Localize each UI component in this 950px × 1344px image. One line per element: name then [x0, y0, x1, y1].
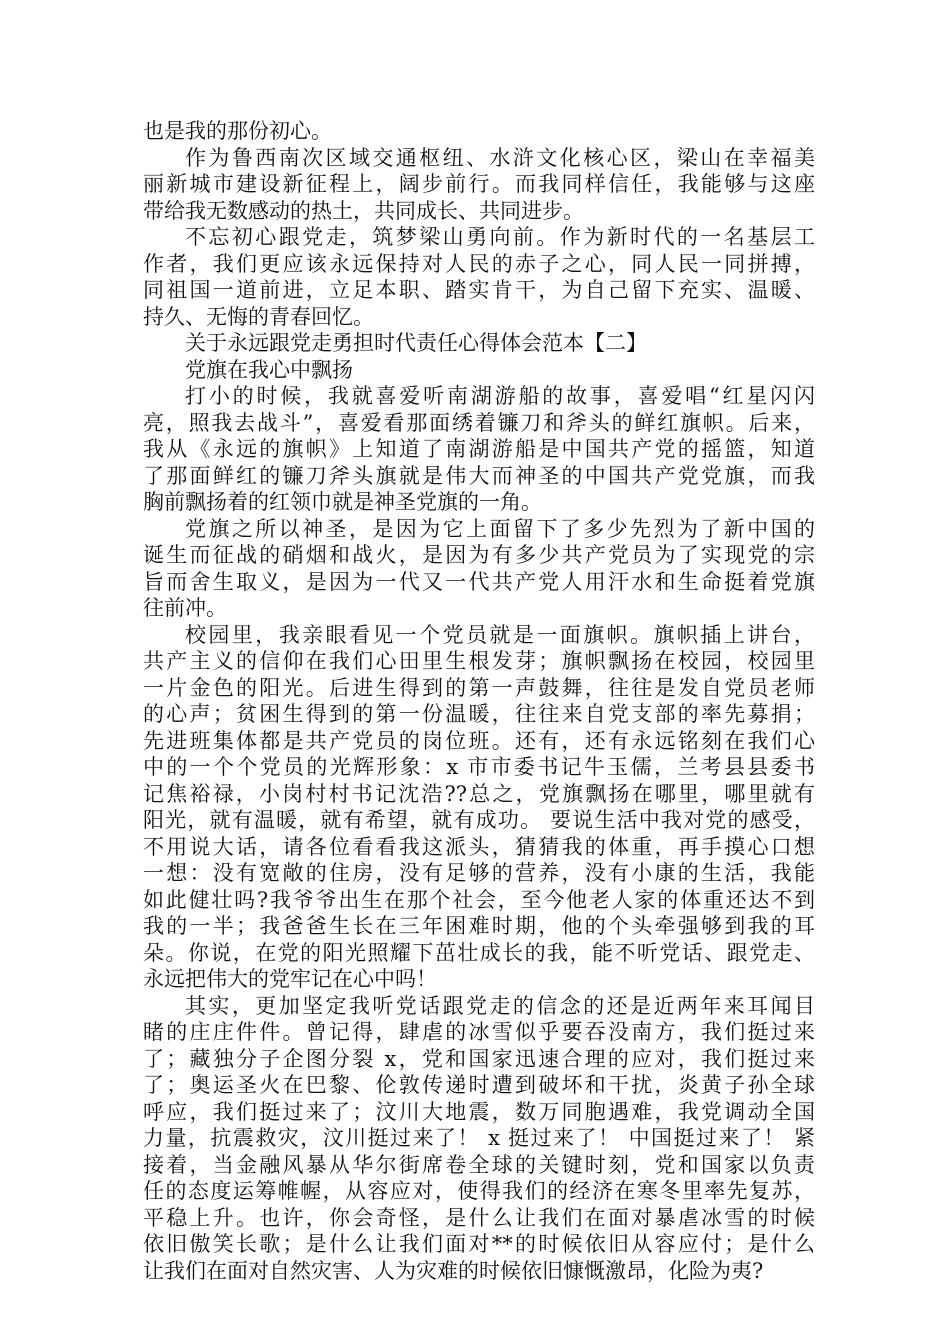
paragraph: [143, 118, 815, 145]
paragraph: [143, 993, 815, 1285]
text-line: 党旗在我心中飘扬: [185, 357, 353, 382]
text-line: 亮，照我去战斗”，喜爱看那面绣着镰刀和斧头的鲜红旗帜。后来，: [143, 410, 815, 435]
text-line: 依旧傲笑长歌；是什么让我们面对**的时候依旧从容应付；是什么: [143, 1232, 815, 1256]
text-line: 任的态度运筹帷幄，从容应对，使得我们的经济在寒冬里率先复苏，: [143, 1179, 815, 1203]
text-line: 让我们在面对自然灾害、人为灾难的时候依旧慷慨激昂，化险为夷?: [143, 1258, 764, 1283]
text-line: 的心声；贫困生得到的第一份温暖，往往来自党支部的率先募捐；: [143, 702, 815, 726]
text-line: 先进班集体都是共产党员的岗位班。还有，还有永远铭刻在我们心: [143, 728, 815, 753]
text-line: 了那面鲜红的镰刀斧头旗就是伟大而神圣的中国共产党党旗，而我: [143, 463, 815, 488]
text-line: 了；藏独分子企图分裂 x，党和国家迅速合理的应对，我们挺过来: [143, 1046, 815, 1071]
text-line: 作为鲁西南次区域交通枢纽、水浒文化核心区，梁山在幸福美: [185, 145, 815, 170]
paragraph: [143, 383, 815, 516]
text-line: 我的一半；我爸爸生长在三年困难时期，他的个头牵强够到我的耳: [143, 914, 815, 938]
text-line: 其实，更加坚定我听党话跟党走的信念的还是近两年来耳闻目: [185, 993, 815, 1018]
text-line: 朵。你说，在党的阳光照耀下茁壮成长的我，能不听党话、跟党走、: [143, 940, 815, 965]
text-line: 胸前飘扬着的红领巾就是神圣党旗的一角。: [143, 490, 542, 514]
text-line: 校园里，我亲眼看见一个党员就是一面旗帜。旗帜插上讲台，: [185, 622, 815, 647]
text-line: 呼应，我们挺过来了；汶川大地震，数万同胞遇难，我党调动全国: [143, 1099, 815, 1124]
text-line: 诞生而征战的硝烟和战火，是因为有多少共产党员为了实现党的宗: [143, 543, 815, 567]
text-line: 共产主义的信仰在我们心田里生根发芽；旗帜飘扬在校园，校园里: [143, 649, 815, 673]
text-line: 一想：没有宽敞的住房，没有足够的营养，没有小康的生活，我能: [143, 861, 815, 885]
text-line: 阳光，就有温暖，就有希望，就有成功。 要说生活中我对党的感受，: [143, 808, 815, 832]
text-line: 作者，我们更应该永远保持对人民的赤子之心，同人民一同拼搏，: [143, 251, 815, 276]
text-line: 也是我的那份初心。: [143, 119, 332, 143]
text-line: 了；奥运圣火在巴黎、伦敦传递时遭到破坏和干扰，炎黄子孙全球: [143, 1073, 815, 1097]
paragraph: [143, 622, 815, 993]
text-line: 带给我无数感动的热土，共同成长、共同进步。: [143, 198, 584, 223]
text-line: 接着，当金融风暴从华尔街席卷全球的关键时刻，党和国家以负责: [143, 1152, 815, 1177]
text-line: 如此健壮吗?我爷爷出生在那个社会，至今他老人家的体重还达不到: [143, 887, 815, 912]
text-line: 旨而舍生取义，是因为一代又一代共产党人用汗水和生命挺着党旗: [143, 569, 815, 594]
text-line: 同祖国一道前进，立足本职、踏实肯干，为自己留下充实、温暖、: [143, 278, 815, 302]
text-line: 一片金色的阳光。后进生得到的第一声鼓舞，往往是发自党员老师: [143, 675, 815, 700]
section-heading: [143, 357, 815, 384]
text-line: 不忘初心跟党走，筑梦梁山勇向前。作为新时代的一名基层工: [185, 225, 815, 249]
paragraph: [143, 224, 815, 330]
section-heading: [143, 330, 815, 357]
text-line: 关于永远跟党走勇担时代责任心得体会范本【二】: [185, 331, 647, 355]
text-line: 打小的时候，我就喜爱听南湖游船的故事，喜爱唱“红星闪闪: [185, 384, 815, 408]
text-line: 力量，抗震救灾，汶川挺过来了！ x 挺过来了！ 中国挺过来了！ 紧: [143, 1126, 815, 1150]
text-line: 丽新城市建设新征程上，阔步前行。而我同样信任，我能够与这座: [143, 172, 815, 196]
text-line: 不用说大话，请各位看看我这派头，猜猜我的体重，再手摸心口想: [143, 834, 815, 859]
document-body: [143, 118, 815, 1284]
text-line: 平稳上升。也许，你会奇怪，是什么让我们在面对暴虐冰雪的时候: [143, 1205, 815, 1230]
paragraph: [143, 516, 815, 622]
text-line: 我从《永远的旗帜》上知道了南湖游船是中国共产党的摇篮，知道: [143, 437, 815, 461]
text-line: 睹的庄庄件件。曾记得，肆虐的冰雪似乎要吞没南方，我们挺过来: [143, 1020, 815, 1044]
text-line: 往前冲。: [143, 596, 227, 620]
text-line: 持久、无悔的青春回忆。: [143, 304, 374, 329]
text-line: 记焦裕禄，小岗村村书记沈浩??总之，党旗飘扬在哪里，哪里就有: [143, 781, 815, 806]
text-line: 永远把伟大的党牢记在心中吗！: [143, 967, 437, 991]
paragraph: [143, 145, 815, 225]
text-line: 中的一个个党员的光辉形象：x 市市委书记牛玉儒，兰考县县委书: [143, 755, 815, 779]
text-line: 党旗之所以神圣，是因为它上面留下了多少先烈为了新中国的: [185, 516, 815, 541]
